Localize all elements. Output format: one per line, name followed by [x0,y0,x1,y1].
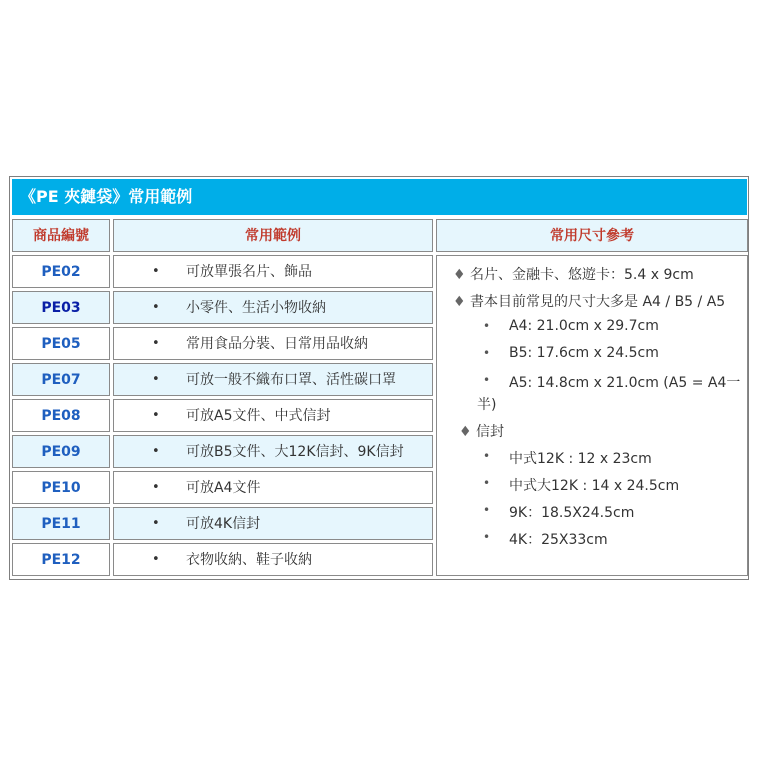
size-a5-text-continued: 半) [477,397,497,413]
diamond-icon: ♦ [459,424,472,440]
diamond-icon: ♦ [453,267,466,283]
size-envelope-text: 信封 [476,424,505,440]
size-b5-text: B5: 17.6cm x 24.5cm [509,345,659,361]
usage-row [113,291,433,324]
product-code-pe08: PE08 [12,399,110,432]
header-size-reference: 常用尺寸參考 [436,219,748,252]
usage-text: 常用食品分裝、日常用品收納 [186,336,368,352]
bullet-icon: • [483,530,491,544]
bullet-icon: • [152,444,160,459]
product-code-pe07: PE07 [12,363,110,396]
size-a5-text: A5: 14.8cm x 21.0cm (A5 = A4一 [509,375,741,391]
usage-row [113,255,433,288]
usage-row [113,399,433,432]
product-code-pe09: PE09 [12,435,110,468]
bullet-icon: • [483,319,491,333]
bullet-icon: • [152,408,160,423]
bullet-icon: • [152,372,160,387]
product-code-pe02: PE02 [12,255,110,288]
size-books-line [453,291,725,311]
usage-text: 可放4K信封 [186,516,261,532]
bullet-icon: • [483,449,491,463]
usage-row [113,327,433,360]
bullet-icon: • [483,503,491,517]
size-reference-cell [436,255,748,576]
header-usage: 常用範例 [113,219,433,252]
size-envelope-line [459,421,504,441]
usage-table [9,176,749,580]
size-a4-text: A4: 21.0cm x 29.7cm [509,318,659,334]
size-card-text: 名片、金融卡、悠遊卡：5.4 x 9cm [470,267,694,283]
product-code-pe11: PE11 [12,507,110,540]
size-env1-text: 中式12K : 12 x 23cm [509,451,652,467]
product-code-pe05: PE05 [12,327,110,360]
usage-row [113,363,433,396]
usage-text: 可放A4文件 [186,480,261,496]
usage-text: 可放單張名片、飾品 [186,264,312,280]
bullet-icon: • [152,336,160,351]
product-code-pe10: PE10 [12,471,110,504]
bullet-icon: • [152,264,160,279]
bullet-icon: • [152,516,160,531]
usage-row [113,471,433,504]
size-books-text: 書本目前常見的尺寸大多是 A4 / B5 / A5 [470,294,726,310]
usage-row [113,507,433,540]
bullet-icon: • [483,346,491,360]
product-code-pe12: PE12 [12,543,110,576]
size-env4-text: 4K：25X33cm [509,532,608,548]
usage-row [113,543,433,576]
bullet-icon: • [152,480,160,495]
product-code-pe03: PE03 [12,291,110,324]
table-title: 《PE 夾鏈袋》常用範例 [12,179,747,215]
usage-text: 可放B5文件、大12K信封、9K信封 [186,444,404,460]
usage-row [113,435,433,468]
diamond-icon: ♦ [453,294,466,310]
usage-text: 小零件、生活小物收納 [186,300,326,316]
size-env3-text: 9K：18.5X24.5cm [509,505,635,521]
usage-text: 衣物收納、鞋子收納 [186,552,312,568]
usage-text: 可放一般不織布口罩、活性碳口罩 [186,372,396,388]
header-product-code: 商品編號 [12,219,110,252]
bullet-icon: • [152,300,160,315]
size-env2-text: 中式大12K : 14 x 24.5cm [509,478,680,494]
bullet-icon: • [483,476,491,490]
size-card-line [453,264,694,284]
usage-text: 可放A5文件、中式信封 [186,408,331,424]
bullet-icon: • [152,552,160,567]
bullet-icon: • [483,373,491,387]
